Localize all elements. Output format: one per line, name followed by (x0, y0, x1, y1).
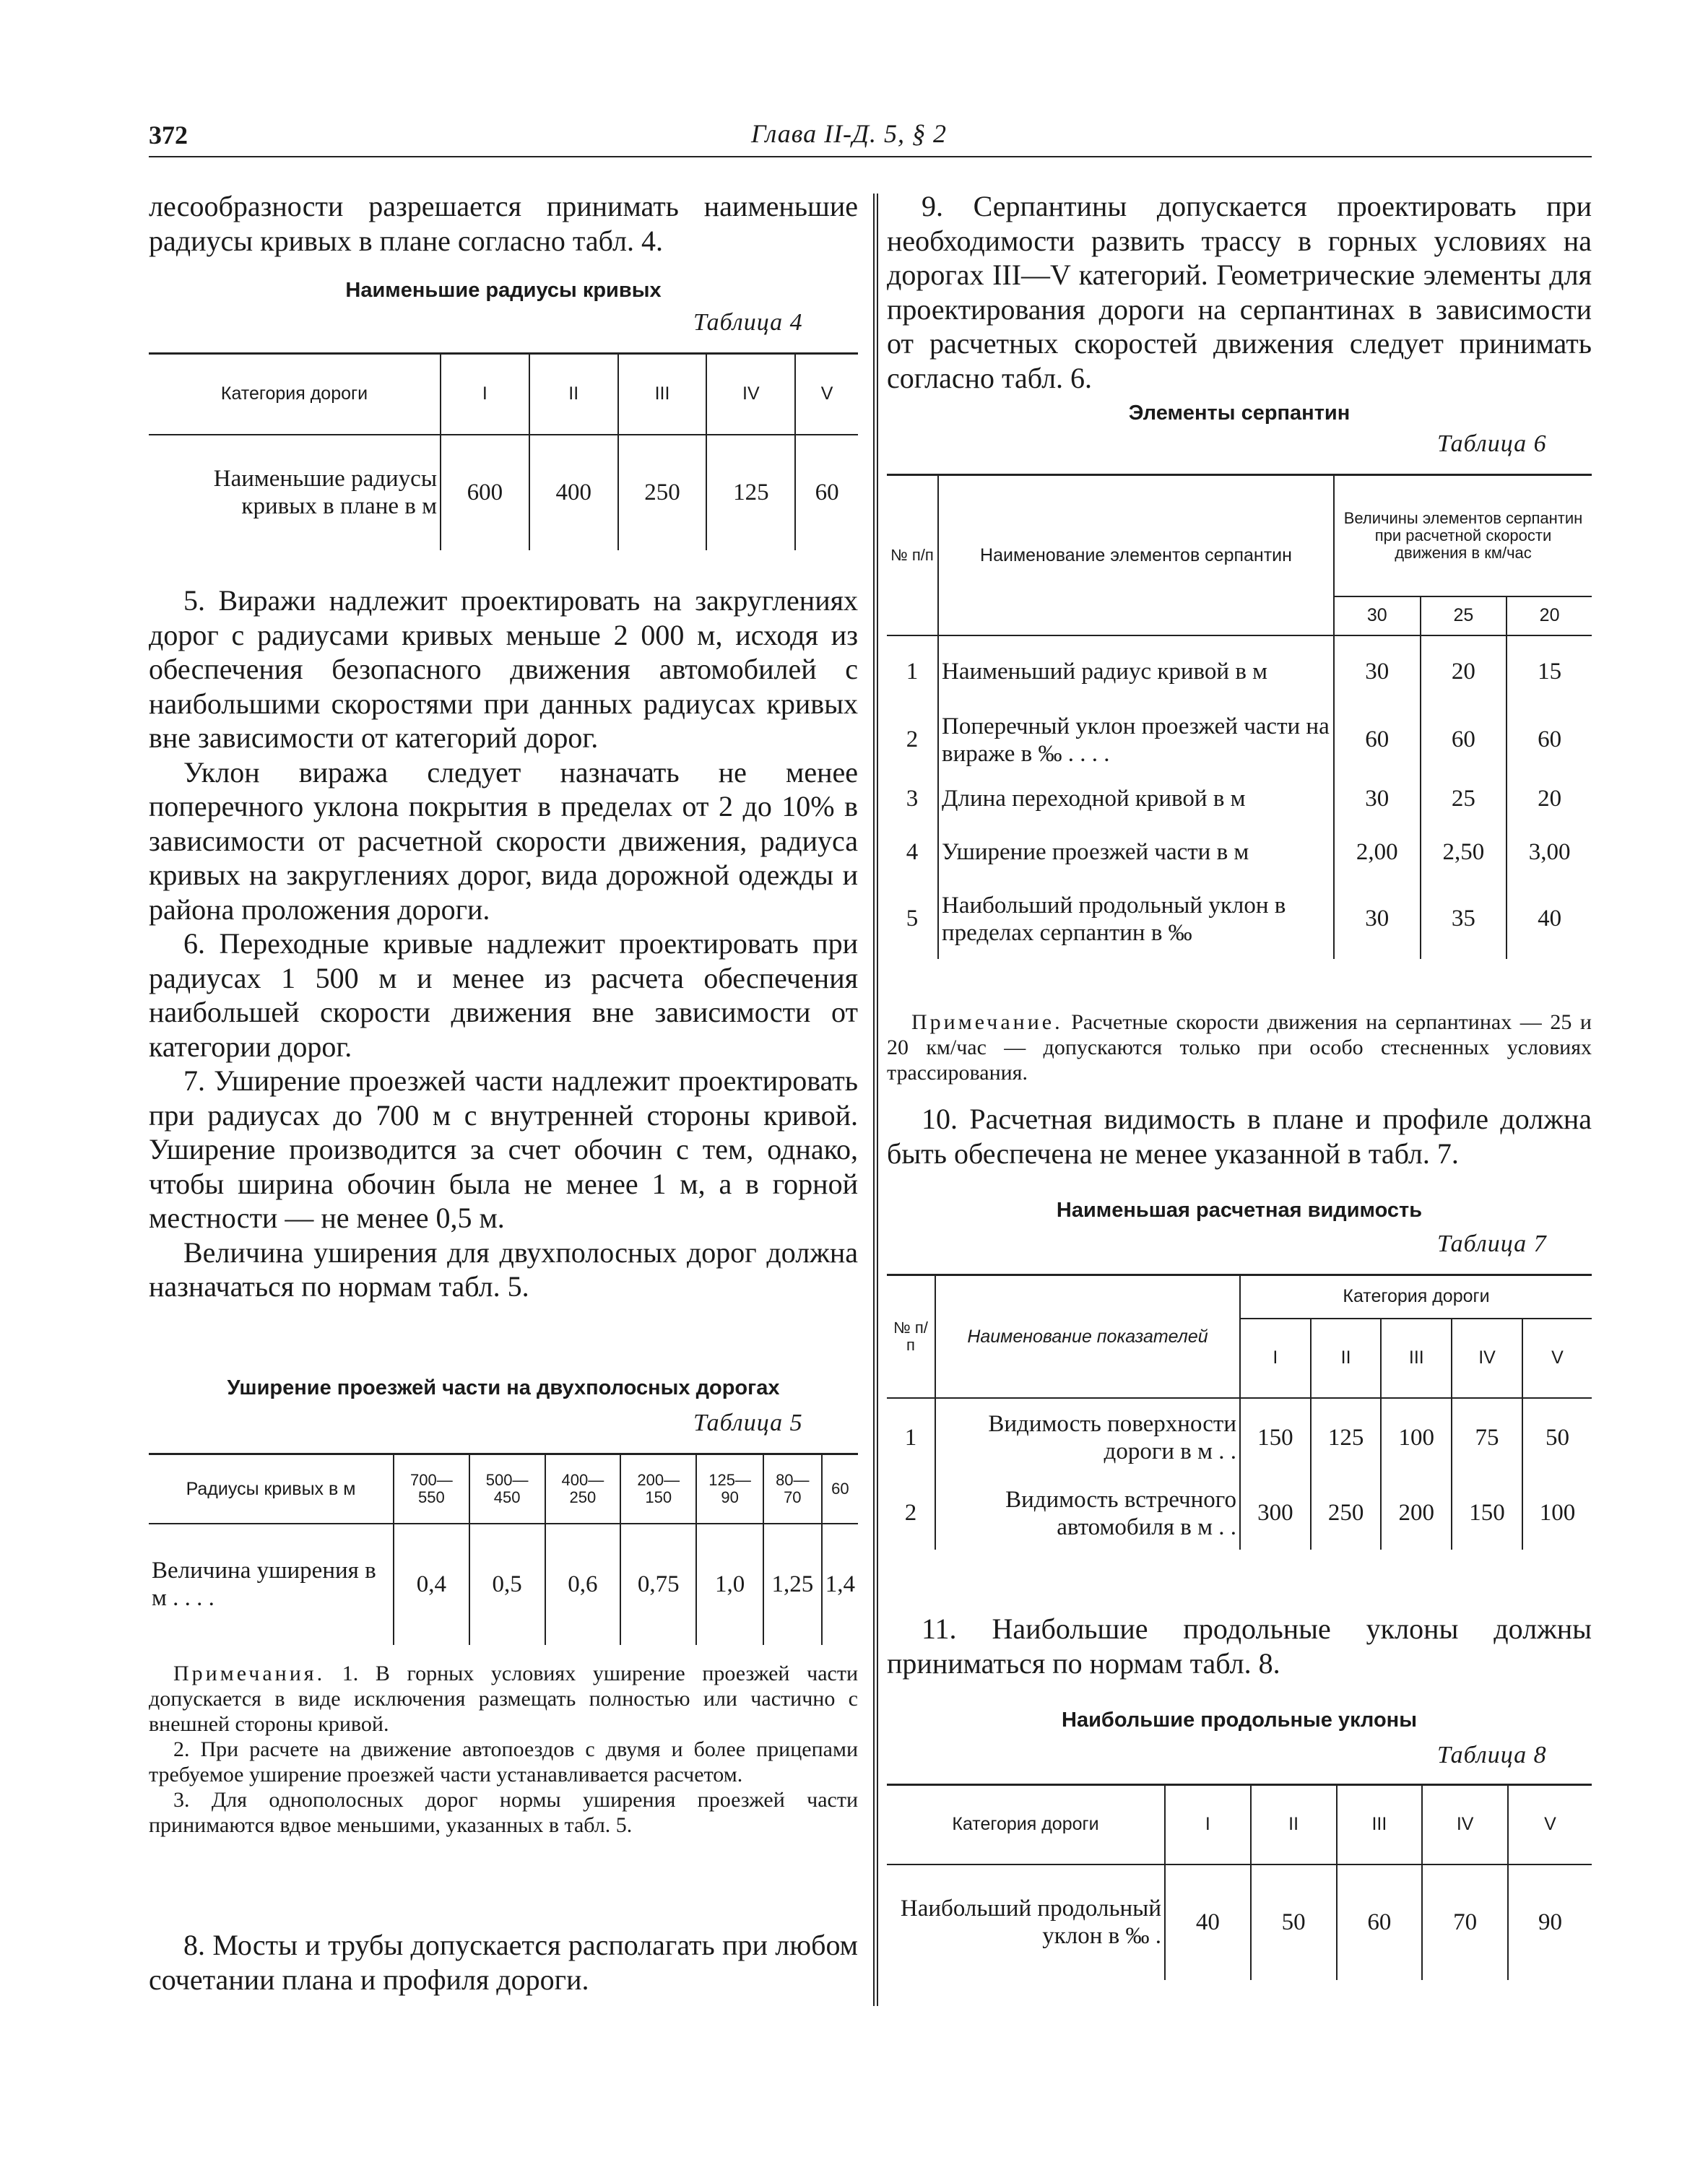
table5-value: 0,5 (469, 1524, 545, 1645)
paragraph-8-block (149, 1928, 858, 1997)
table6-col-values: Величины элементов серпантин при расчетной скорости движения в км/час (1334, 475, 1592, 596)
table5-notes (149, 1661, 858, 1838)
table7-caption: Наименьшая расчетная видимость (1056, 1199, 1423, 1222)
table5-range: 700—550 (394, 1454, 469, 1524)
table6-value: 15 (1538, 658, 1562, 685)
table5-range: 80—70 (763, 1454, 822, 1524)
table7-cat: II (1311, 1319, 1382, 1398)
table7-value: 100 (1539, 1500, 1576, 1526)
note-3: 3. Для однополосных дорог нормы уширения проезжей части принимаются вдвое меньшими, указанных в табл. 5. (149, 1788, 858, 1837)
table6-row-num: 4 (887, 826, 938, 880)
table5-range: 200—150 (620, 1454, 696, 1524)
table8-cat: III (1337, 1785, 1423, 1864)
table4-cat: II (529, 354, 618, 435)
table6-value: 35 (1421, 880, 1507, 959)
table8-cat: II (1251, 1785, 1337, 1864)
note-title: Примечание. (911, 1010, 1063, 1034)
table6-speed: 30 (1334, 596, 1421, 635)
table7-value: 100 (1381, 1398, 1452, 1477)
table5-value: 0,4 (394, 1524, 469, 1645)
table7-cat: III (1381, 1319, 1452, 1398)
table6-speed: 25 (1421, 596, 1507, 635)
table8-row-label: Наибольший продольный уклон в ‰ . (887, 1864, 1165, 1980)
table6-row-num: 3 (887, 773, 938, 826)
table8-cat: IV (1422, 1785, 1508, 1864)
paragraph-5: 5. Виражи надлежит проектировать на закруглениях дорог с радиусами кривых меньше 2 000 м, исходя из обеспечения безопасного движения автомобилей с наибольшими скоростями при данных радиусах кривых вне зависимости от категорий дорог. (149, 584, 858, 754)
table5-range: 500—450 (469, 1454, 545, 1524)
paragraph-6: 6. Переходные кривые надлежит проектировать при радиусах 1 500 м и менее из расчета обеспечения наибольшей скорости движения вне зависимости от категории дорог. (149, 927, 858, 1063)
table4-value: 125 (706, 435, 795, 550)
left-body-text (149, 583, 858, 1304)
header-rule (149, 156, 1592, 157)
table4-value: 60 (815, 479, 839, 505)
table5-range: 60 (822, 1454, 858, 1524)
table6-speed: 20 (1507, 596, 1592, 635)
table7-col-name: Наименование показателей (935, 1275, 1240, 1398)
table8-value: 40 (1165, 1864, 1251, 1980)
table5-col-header: Радиусы кривых в м (149, 1454, 394, 1524)
table6-value: 3,00 (1528, 839, 1571, 865)
table6-caption: Элементы серпантин (1128, 401, 1351, 425)
table5-value: 0,6 (545, 1524, 621, 1645)
paragraph-5b: Уклон виража следует назначать не менее поперечного уклона покрытия в пределах от 2 до 10% в зависимости от расчетной скорости движения, радиуса кривых на закруглениях дорог, вида дорожной одежды и района проложения дороги. (149, 755, 858, 926)
table6-value: 20 (1421, 635, 1507, 708)
table6-row-name: Поперечный уклон проезжей части на вираже в ‰ . . . . (938, 708, 1334, 773)
table5-row-label: Величина уширения в м . . . . (149, 1524, 394, 1645)
table6-row-num: 5 (887, 880, 938, 959)
table8-value: 90 (1538, 1909, 1562, 1935)
table7-value: 150 (1452, 1477, 1522, 1550)
table4-cat: IV (706, 354, 795, 435)
paragraph-8: 8. Мосты и трубы допускается располагать при любом сочетании плана и профиля дороги. (149, 1929, 858, 1996)
notes-title: Примечания. (173, 1662, 326, 1685)
table7-row-num: 2 (887, 1477, 935, 1550)
table7-cat: V (1522, 1319, 1592, 1398)
note-text: Расчетные скорости движения на серпантинах — 25 и 20 км/час — допускаются только при особо стесненных условиях трассирования. (887, 1010, 1592, 1085)
table4-caption: Наименьшие радиусы кривых (345, 279, 662, 302)
table7-row-name: Видимость поверхности дороги в м . . (935, 1398, 1240, 1477)
table6-row-name: Уширение проезжей части в м (938, 826, 1334, 880)
table4-cat: III (618, 354, 707, 435)
table5 (149, 1453, 858, 1645)
table7-row-num: 1 (887, 1398, 935, 1477)
table6 (887, 474, 1592, 959)
table4 (149, 352, 858, 550)
paragraph-10: 10. Расчетная видимость в плане и профиле должна быть обеспечена не менее указанной в табл. 7. (887, 1103, 1592, 1170)
table7-label: Таблица 7 (1437, 1230, 1547, 1257)
paragraph-7: 7. Уширение проезжей части надлежит проектировать при радиусах до 700 м с внутренней стороны кривой. Уширение производится за счет обочин с тем, однако, чтобы ширина обочин была не менее 1 м, а в горной местности — не менее 0,5 м. (149, 1064, 858, 1234)
paragraph-10-block (887, 1102, 1592, 1171)
table6-col-name: Наименование элементов серпантин (938, 475, 1334, 635)
table6-value: 30 (1334, 880, 1421, 959)
table7-value: 150 (1240, 1398, 1311, 1477)
column-divider (873, 194, 878, 2006)
table6-row-num: 1 (887, 635, 938, 708)
table7-value: 125 (1311, 1398, 1382, 1477)
table5-caption: Уширение проезжей части на двухполосных дорогах (227, 1376, 780, 1399)
paragraph-11-block (887, 1612, 1592, 1680)
table7-cat: IV (1452, 1319, 1522, 1398)
table6-row-name: Наименьший радиус кривой в м (938, 635, 1334, 708)
table6-row-name: Наибольший продольный уклон в пределах серпантин в ‰ (938, 880, 1334, 959)
paragraph-7b: Величина уширения для двухполосных дорог должна назначаться по нормам табл. 5. (149, 1236, 858, 1303)
table6-value: 30 (1334, 773, 1421, 826)
table5-value: 1,4 (825, 1571, 855, 1597)
table8-value: 60 (1337, 1864, 1423, 1980)
table4-value: 250 (618, 435, 707, 550)
intro-paragraph: лесообразности разрешается принимать наименьшие радиусы кривых в плане согласно табл. 4. (149, 190, 858, 257)
table7-col-cat: Категория дороги (1240, 1275, 1592, 1319)
table6-col-num: № п/п (887, 475, 938, 635)
table5-value: 0,75 (620, 1524, 696, 1645)
table5-label: Таблица 5 (693, 1410, 803, 1436)
table5-range: 125—90 (696, 1454, 763, 1524)
table8 (887, 1784, 1592, 1980)
table7-value: 250 (1311, 1477, 1382, 1550)
table7-row-name: Видимость встречного автомобиля в м . . (935, 1477, 1240, 1550)
table8-caption: Наибольшие продольные уклоны (1062, 1709, 1417, 1732)
table4-cat: I (441, 354, 529, 435)
table8-cat: I (1165, 1785, 1251, 1864)
table6-value: 60 (1421, 708, 1507, 773)
table6-note (887, 1010, 1592, 1085)
table6-row-name: Длина переходной кривой в м (938, 773, 1334, 826)
table6-row-num: 2 (887, 708, 938, 773)
page-number: 372 (149, 121, 188, 149)
table8-col-header: Категория дороги (887, 1785, 1165, 1864)
table5-range: 400—250 (545, 1454, 621, 1524)
table6-value: 25 (1421, 773, 1507, 826)
table7-value: 75 (1452, 1398, 1522, 1477)
table7 (887, 1274, 1592, 1550)
paragraph-11: 11. Наибольшие продольные уклоны должны приниматься по нормам табл. 8. (887, 1612, 1592, 1680)
table7-value: 300 (1240, 1477, 1311, 1550)
table6-label: Таблица 6 (1437, 430, 1547, 457)
table6-value: 20 (1538, 786, 1562, 812)
table8-value: 70 (1422, 1864, 1508, 1980)
table7-col-num: № п/п (887, 1275, 935, 1398)
table4-value: 600 (441, 435, 529, 550)
paragraph-9-block (887, 189, 1592, 395)
table6-value: 60 (1538, 726, 1562, 752)
table6-value: 30 (1334, 635, 1421, 708)
table8-label: Таблица 8 (1437, 1742, 1547, 1768)
table8-cat: V (1508, 1785, 1592, 1864)
table4-col-header: Категория дороги (149, 354, 441, 435)
table4-row-label: Наименьшие радиусы кривых в плане в м (149, 435, 441, 550)
table4-cat: V (795, 354, 858, 435)
note-1: 1. В горных условиях уширение проезжей части допускается в виде исключения размещать полностью или частично с внешней стороны кривой. (149, 1662, 859, 1736)
note-2: 2. При расчете на движение автопоездов с двумя и более прицепами требуемое уширение проезжей части устанавливается расчетом. (149, 1737, 858, 1787)
table6-value: 60 (1334, 708, 1421, 773)
table8-value: 50 (1251, 1864, 1337, 1980)
table7-value: 50 (1545, 1424, 1569, 1451)
table6-value: 2,50 (1421, 826, 1507, 880)
table4-label: Таблица 4 (693, 309, 803, 336)
table5-value: 1,25 (763, 1524, 822, 1645)
paragraph-9: 9. Серпантины допускается проектировать при необходимости развить трассу в горных условиях на дорогах III—V категорий. Геометрические элементы для проектирования дороги на серпантинах в зависимости от расчетных скоростей движения следует принимать согласно табл. 6. (887, 190, 1592, 394)
table6-value: 2,00 (1334, 826, 1421, 880)
table7-value: 200 (1381, 1477, 1452, 1550)
table4-value: 400 (529, 435, 618, 550)
table5-value: 1,0 (696, 1524, 763, 1645)
table7-cat: I (1240, 1319, 1311, 1398)
table6-value: 40 (1538, 906, 1562, 932)
running-title: Глава II-Д. 5, § 2 (751, 119, 947, 148)
